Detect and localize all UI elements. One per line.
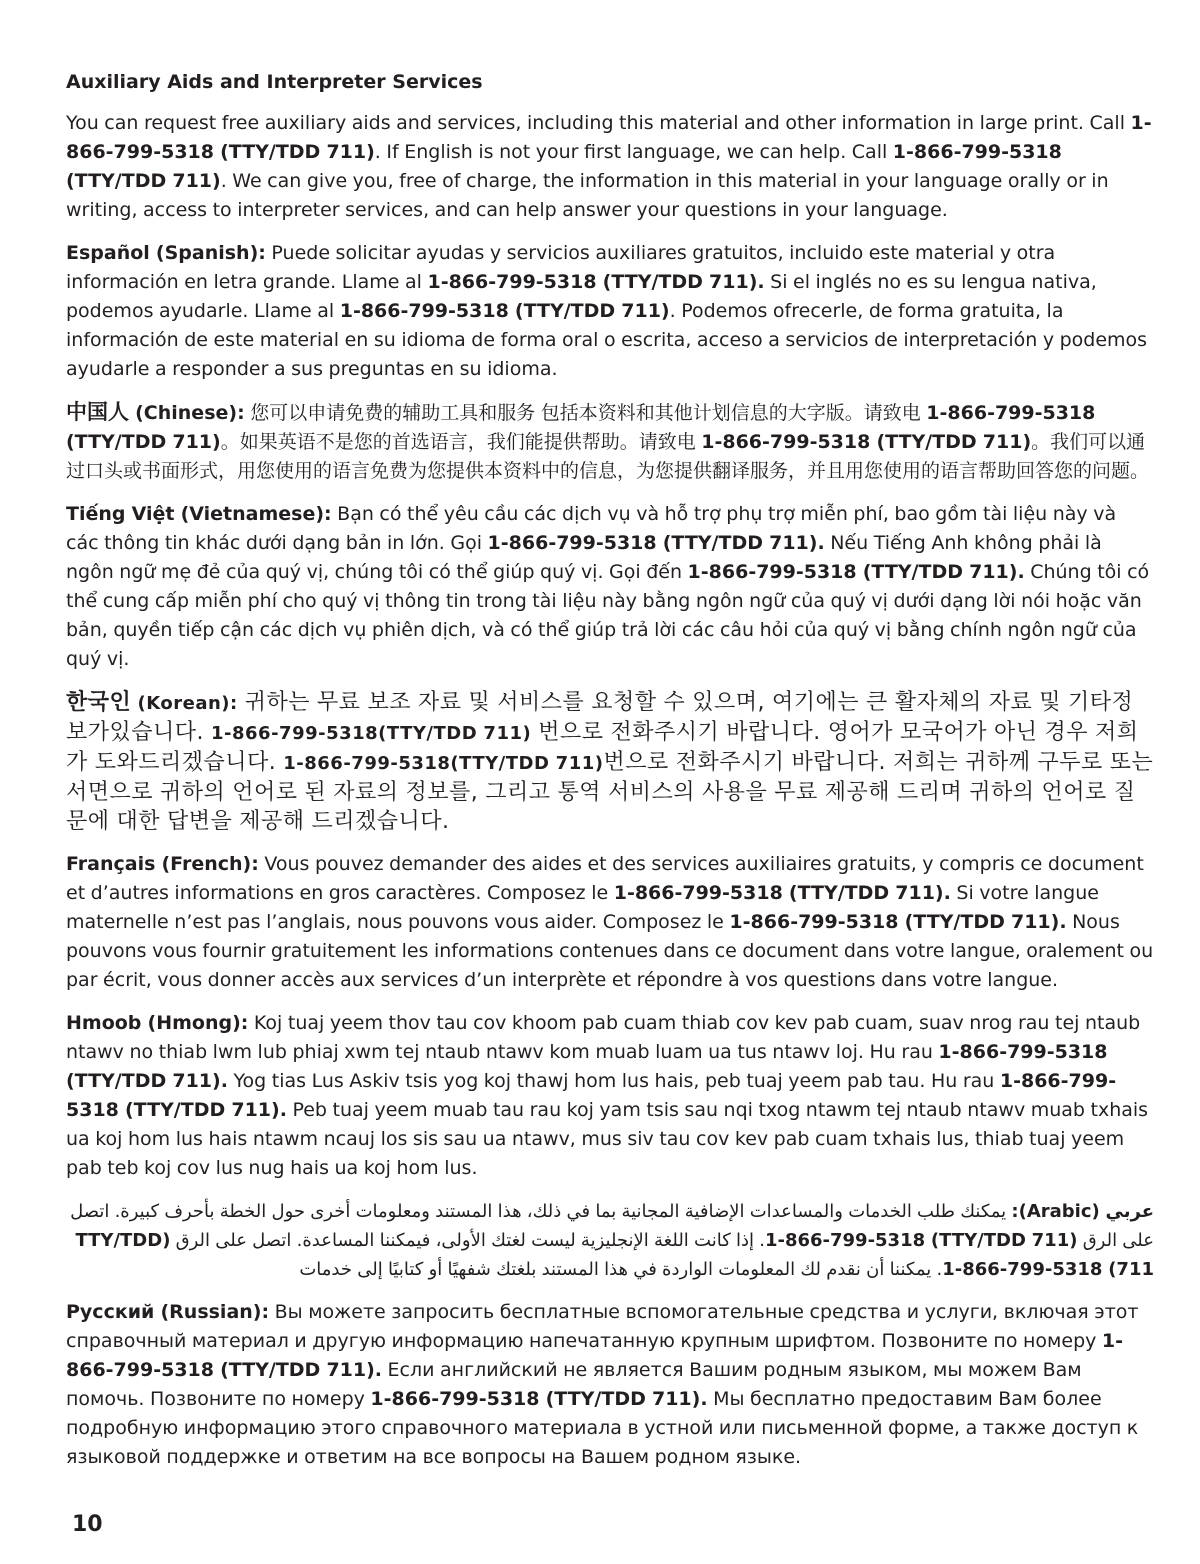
arabic-text-3: . يمكننا أن نقدم لك المعلومات الواردة في هذا المستند بلغتك شفهيًا أو كتابيًا إلى خدمات: [299, 1259, 943, 1280]
french-text-3: Nous pouvons vous fournir gratuitement les informations contenues dans ce document dans votre langue, oralement ou par écrit, vous donner accès aux services d’un interprète et répondre à vos questions dans votre langue.: [66, 911, 1154, 991]
vietnamese-paragraph: [66, 500, 1154, 674]
spanish-text-2: Si el inglés no es su lengua nativa, podemos ayudarle. Llame al: [66, 271, 1097, 322]
phone-number: 1-866-799-5318 (TTY/TDD 711).: [66, 1330, 1124, 1381]
language-label: Русский (Russian):: [66, 1301, 270, 1323]
phone-number: (TTY/TDD 711) 1-866-799-5318: [75, 1230, 1154, 1280]
section-heading: Auxiliary Aids and Interpreter Services: [66, 71, 483, 93]
english-paragraph: [66, 109, 1154, 225]
phone-number: (TTY/TDD 711) 1-866-799-5318: [764, 1230, 1078, 1251]
vietnamese-text-3: Chúng tôi có thể cung cấp miễn phí cho quý vị thông tin trong tài liệu này bằng ngôn ngữ của quý vị dưới dạng lời nói hoặc văn bản, quyền tiếp cận các dịch vụ phiên dịch, và có thể giúp trả lời các câu hỏi của quý vị bằng chính ngôn ngữ của quý vị.: [66, 561, 1150, 670]
hmong-text-2: Yog tias Lus Askiv tsis yog koj thawj hom lus hais, peb tuaj yeem pab tau. Hu rau: [227, 1070, 1000, 1092]
korean-text-1: 귀하는 무료 보조 자료 및 서비스를 요청할 수 있으며, 여기에는 큰 활자체의 자료 및 기타정보가있습니다.: [66, 690, 1134, 745]
hmong-text-1: Koj tuaj yeem thov tau cov khoom pab cuam thiab cov kev pab cuam, suav nrog rau tej ntaub ntawv no thiab lwm lub phiaj xwm tej ntaub ntawv kom muab luam ua tus ntawv loj. Hu rau: [66, 1012, 1141, 1063]
document-page: [66, 70, 1154, 1486]
hmong-text-3: Peb tuaj yeem muab tau rau koj yam tsis sau nqi txog ntawm tej ntaub ntawv muab txhais ua koj hom lus hais ntawm ncauj los sis sau ua ntawv, mus siv tau cov kev pab cuam txhais lus, thiab tuaj yeem pab teb koj cov lus nug hais ua koj hom lus.: [66, 1099, 1149, 1179]
language-label: (Chinese):: [129, 402, 245, 424]
french-paragraph: [66, 850, 1154, 995]
phone-number: 1-866-799-5318 (TTY/TDD 711).: [427, 271, 765, 293]
phone-number: 1-866-799-5318 (TTY/TDD 711).: [613, 882, 951, 904]
phone-number: 1-866-799-5318 (TTY/TDD 711): [66, 141, 1062, 192]
spanish-paragraph: [66, 239, 1154, 384]
russian-paragraph: [66, 1298, 1154, 1472]
vietnamese-text-1: Bạn có thể yêu cầu các dịch vụ và hỗ trợ phụ trợ miễn phí, bao gồm tài liệu này và các thông tin khác dưới dạng bản in lớn. Gọi: [66, 503, 1117, 554]
language-label: (Korean):: [131, 693, 238, 714]
english-text-2: . If English is not your first language, we can help. Call: [374, 141, 893, 163]
language-label: Español (Spanish):: [66, 242, 266, 264]
russian-text-1: Вы можете запросить бесплатные вспомогательные средства и услуги, включая этот справочный материал и другую информацию напечатанную крупным шрифтом. Позвоните по номеру: [66, 1301, 1139, 1352]
russian-text-2: Если английский не является Вашим родным языком, мы можем Вам помочь. Позвоните по номеру: [66, 1359, 1082, 1410]
russian-text-3: Мы бесплатно предоставим Вам более подробную информацию этого справочного материала в устной или письменной форме, а также доступ к языковой поддержке и ответим на все вопросы на Вашем родном языке.: [66, 1388, 1139, 1468]
spanish-text-3: . Podemos ofrecerle, de forma gratuita, la información de este material en su idioma de forma oral o escrita, acceso a servicios de interpretación y podemos ayudarle a responder a sus preguntas en su idioma.: [66, 300, 1148, 380]
spanish-text-1: Puede solicitar ayudas y servicios auxiliares gratuitos, incluido este material y otra información en letra grande. Llame al: [66, 242, 1056, 293]
phone-number: 1-866-799-5318 (TTY/TDD 711): [66, 402, 1096, 453]
language-label: Hmoob (Hmong):: [66, 1012, 249, 1034]
language-label-native: 中国人: [66, 400, 129, 424]
phone-number: 1-866-799-5318 (TTY/TDD 711): [339, 300, 670, 322]
chinese-text-2: 。如果英语不是您的首选语言，我们能提供帮助。请致电: [220, 431, 702, 453]
phone-number: 1-866-799-5318 (TTY/TDD 711): [66, 112, 1152, 163]
language-label-native: 한국인: [66, 690, 132, 715]
phone-number: 1-866-799-5318 (TTY/TDD 711): [701, 431, 1032, 453]
phone-number: 1-866-799-5318 (TTY/TDD 711).: [370, 1388, 708, 1410]
phone-number: 1-866-799-5318 (TTY/TDD 711).: [729, 911, 1067, 933]
language-label: عربي (Arabic):: [1011, 1201, 1154, 1222]
english-text-3: . We can give you, free of charge, the information in this material in your language orally or in writing, access to interpreter services, and can help answer your questions in your language.: [66, 170, 1109, 221]
language-label: Tiếng Việt (Vietnamese):: [66, 503, 332, 525]
korean-text-3: 번으로 전화주시기 바랍니다. 저희는 귀하께 구두로 또는 서면으로 귀하의 언어로 된 자료의 정보를, 그리고 통역 서비스의 사용을 무료 제공해 드리며 귀하의 언어로 질문에 대한 답변을 제공해 드리겠습니다.: [66, 750, 1154, 834]
french-text-2: Si votre langue maternelle n’est pas l’anglais, nous pouvons vous aider. Composez le: [66, 882, 1099, 933]
arabic-paragraph: [66, 1197, 1154, 1284]
phone-number: 1-866-799-5318 (TTY/TDD 711).: [66, 1070, 1117, 1121]
page-number: 10: [72, 1512, 103, 1537]
arabic-text-1: يمكنك طلب الخدمات والمساعدات الإضافية المجانية بما في ذلك، هذا المستند ومعلومات أخرى حول الخطة بأحرف كبيرة. اتصل على الرق: [70, 1201, 1154, 1251]
language-label: Français (French):: [66, 853, 259, 875]
chinese-paragraph: [66, 398, 1154, 486]
vietnamese-text-2: Nếu Tiếng Anh không phải là ngôn ngữ mẹ đẻ của quý vị, chúng tôi có thể giúp quý vị. Gọi đến: [66, 532, 1102, 583]
korean-text-2: 번으로 전화주시기 바랍니다. 영어가 모국어가 아닌 경우 저희가 도와드리겠습니다.: [66, 720, 1139, 775]
phone-number: 1-866-799-5318 (TTY/TDD 711).: [487, 532, 825, 554]
chinese-text-1: 您可以申请免费的辅助工具和服务 包括本资料和其他计划信息的大字版。请致电: [244, 402, 927, 424]
korean-paragraph: [66, 688, 1154, 836]
phone-number: 1-866-799-5318(TTY/TDD 711): [283, 753, 604, 774]
phone-number: 1-866-799-5318 (TTY/TDD 711).: [66, 1041, 1108, 1092]
hmong-paragraph: [66, 1009, 1154, 1183]
english-text-1: You can request free auxiliary aids and services, including this material and other information in large print. Call: [66, 112, 1131, 134]
french-text-1: Vous pouvez demander des aides et des services auxiliaires gratuits, y compris ce document et d’autres informations en gros caractères. Composez le: [66, 853, 1144, 904]
arabic-text-2: . إذا كانت اللغة الإنجليزية ليست لغتك الأولى، فيمكننا المساعدة. اتصل على الرق: [170, 1230, 765, 1251]
chinese-text-3: 。我们可以通过口头或书面形式，用您使用的语言免费为您提供本资料中的信息，为您提供翻译服务，并且用您使用的语言帮助回答您的问题。: [66, 431, 1150, 482]
phone-number: 1-866-799-5318 (TTY/TDD 711).: [687, 561, 1025, 583]
phone-number: 1-866-799-5318(TTY/TDD 711): [211, 723, 532, 744]
